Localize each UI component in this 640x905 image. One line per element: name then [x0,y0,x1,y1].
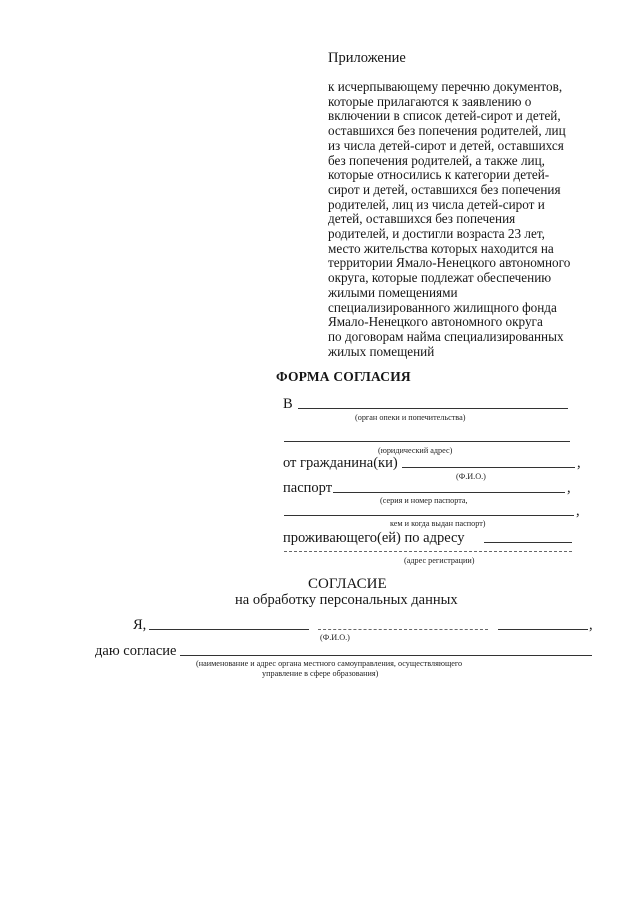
appendix-line: Ямало-Ненецкого автономного округа [328,314,543,330]
legal-address-field[interactable] [284,441,570,442]
passport-comma: , [567,480,571,496]
residence-field-1[interactable] [484,542,572,543]
appendix-title: Приложение [328,50,406,66]
registration-caption: (адрес регистрации) [404,556,475,565]
appendix-line: округа, которые подлежат обеспечению [328,270,552,286]
appendix-line: место жительства которых находится на [328,240,554,256]
consent-organization-field[interactable] [180,655,592,656]
appendix-line: без попечения родителей, а также лиц, [328,152,545,168]
appendix-line: к исчерпывающему перечню документов, [328,79,563,94]
give-consent-label: даю согласие [95,643,177,659]
i-label: Я, [133,617,147,633]
appendix-line: по договорам найма специализированных [328,328,564,344]
residence-field-2[interactable] [284,551,572,552]
passport-label: паспорт [283,480,333,496]
appendix-line: жилых помещений [328,343,435,359]
consent-title: СОГЛАСИЕ [308,576,387,592]
appendix-line: которые прилагаются к заявлению о [328,93,532,109]
citizen-name-comma: , [577,455,581,471]
organization-caption-line-2: управление в сфере образования) [262,669,379,678]
consent-name-field-2[interactable] [318,629,488,630]
appendix-line: которые относились к категории детей- [328,167,550,183]
appendix-text [328,80,570,359]
to-prefix: В [283,396,293,412]
residence-label: проживающего(ей) по адресу [283,530,465,546]
appendix-line: включении в список детей-сирот и детей, [328,108,561,124]
appendix-line: из числа детей-сирот и детей, оставшихся [328,137,564,153]
organization-caption-line-1: (наименование и адрес органа местного самоуправления, осуществляющего [196,659,463,668]
legal-address-caption: (юридический адрес) [378,446,453,455]
consent-subtitle: на обработку персональных данных [235,592,458,608]
appendix-line: детей, оставшихся без попечения [328,211,516,227]
appendix-line: сирот и детей, оставшихся без попечения [328,181,561,197]
citizen-name-field[interactable] [402,467,575,468]
citizen-fio-caption: (Ф.И.О.) [456,472,486,481]
appendix-line: родителей, лиц из числа детей-сирот и [328,196,545,212]
from-citizen-label: от гражданина(ки) [283,455,398,471]
passport-issued-caption: кем и когда выдан паспорт) [390,519,486,528]
passport-issued-field[interactable] [284,515,574,516]
passport-issued-comma: , [576,503,580,519]
appendix-line: территории Ямало-Ненецкого автономного [328,255,571,271]
consent-name-field-1[interactable] [149,629,309,630]
to-authority-caption: (орган опеки и попечительства) [355,413,466,422]
appendix-line: специализированного жилищного фонда [328,299,557,315]
consent-fio-caption: (Ф.И.О.) [320,633,350,642]
passport-number-field[interactable] [333,492,565,493]
consent-name-field-3[interactable] [498,629,588,630]
appendix-line: родителей, и достигли возраста 23 лет, [328,226,545,242]
to-authority-field[interactable] [298,408,568,409]
passport-number-caption: (серия и номер паспорта, [380,496,468,505]
appendix-line: оставшихся без попечения родителей, лиц [328,123,566,139]
form-title: ФОРМА СОГЛАСИЯ [276,369,411,384]
consent-name-comma: , [589,617,593,633]
appendix-line: жилыми помещениями [328,284,458,300]
